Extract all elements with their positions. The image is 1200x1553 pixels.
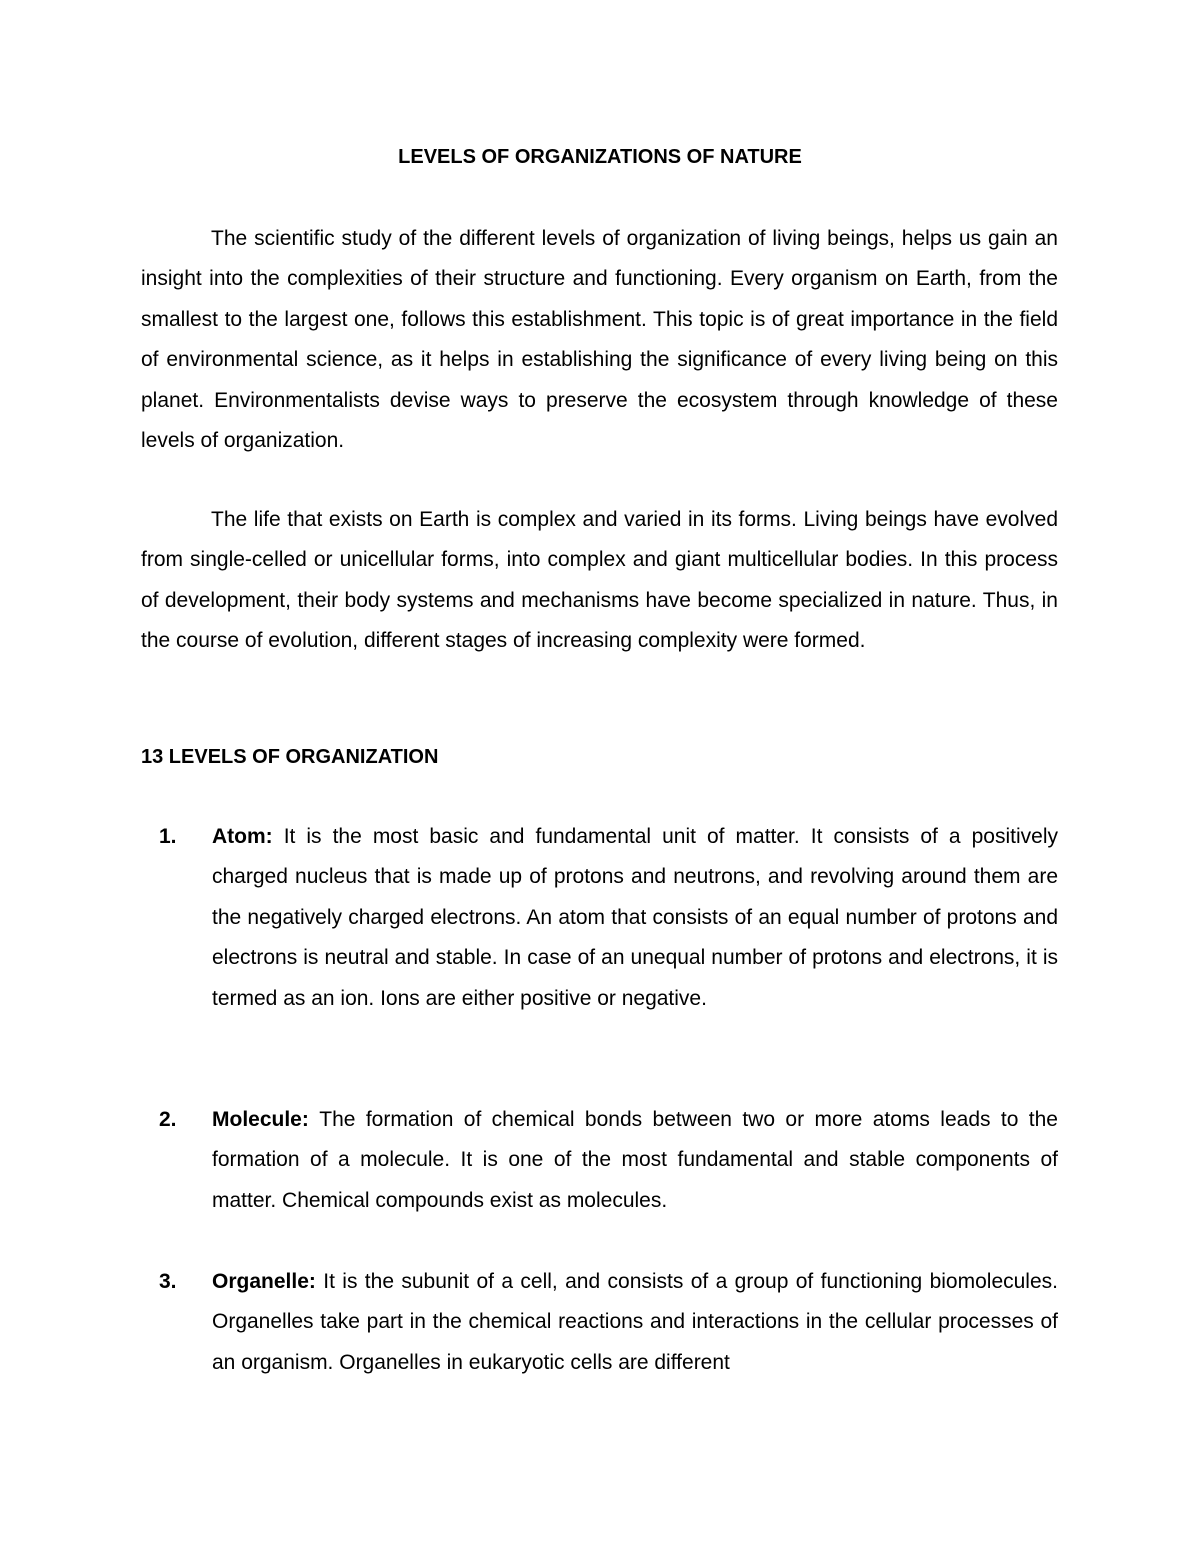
list-item-text: It is the most basic and fundamental unit of matter. It consists of a positively charged nucleus that is made up of protons and neutrons, and revolving around them are the negatively charged electrons. An atom that consists of an equal number of protons and electrons is neutral and stable. In case of an unequal number of protons and electrons, it is termed as an ion. Ions are either positive or negative.: [212, 825, 1058, 1010]
list-item-number: 1.: [159, 825, 177, 848]
document-title: LEVELS OF ORGANIZATIONS OF NATURE: [398, 146, 802, 168]
section-heading: 13 LEVELS OF ORGANIZATION: [141, 746, 439, 768]
list-item-term: Organelle:: [212, 1270, 324, 1293]
list-item-number: 3.: [159, 1270, 177, 1293]
intro-paragraph-2: The life that exists on Earth is complex and varied in its forms. Living beings have evolved from single-celled or unicellular forms, into complex and giant multicellular bodies. In this process of development, their body systems and mechanisms have become specialized in nature. Thus, in the course of evolution, different stages of increasing complexity were formed.: [141, 508, 1058, 653]
list-item-term: Molecule:: [212, 1108, 320, 1131]
list-item-organelle: [159, 1262, 1058, 1383]
list-item-molecule: [159, 1100, 1058, 1221]
intro-paragraph-1: The scientific study of the different levels of organization of living beings, helps us gain an insight into the complexities of their structure and functioning. Every organism on Earth, from the smallest to the largest one, follows this establishment. This topic is of great importance in the field of environmental science, as it helps in establishing the significance of every living being on this planet. Environmentalists devise ways to preserve the ecosystem through knowledge of these levels of organization.: [141, 227, 1058, 453]
list-item-atom: [159, 817, 1058, 1019]
list-item-text: The formation of chemical bonds between two or more atoms leads to the formation of a molecule. It is one of the most fundamental and stable components of matter. Chemical compounds exist as molecules.: [212, 1108, 1058, 1212]
list-item-number: 2.: [159, 1108, 177, 1131]
list-item-term: Atom:: [212, 825, 284, 848]
list-item-text: It is the subunit of a cell, and consists of a group of functioning biomolecules. Organelles take part in the chemical reactions and interactions in the cellular processes of an organism. Organelles in eukaryotic cells are different: [212, 1270, 1058, 1374]
